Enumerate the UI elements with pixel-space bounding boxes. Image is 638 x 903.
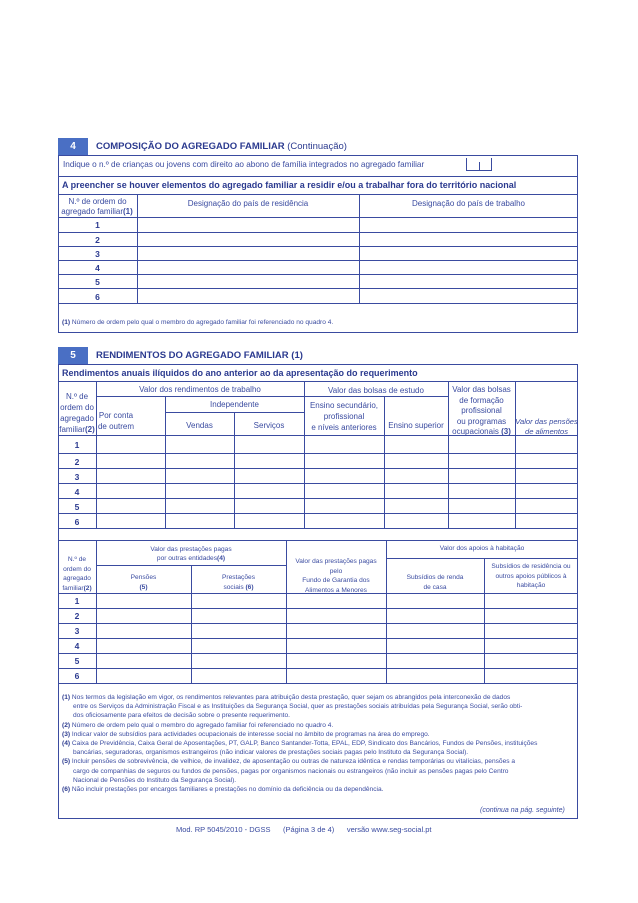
col-order-ref: (1) (123, 207, 133, 216)
t2-row-number: 5 (74, 656, 80, 666)
t2-housing-header: Valor dos apoios à habitação (439, 545, 525, 552)
note-1-ref: (1) (62, 694, 71, 701)
table4-row-number: 1 (95, 220, 100, 230)
note-3-ref: (3) (62, 730, 71, 738)
t2-rent-line: de casa (423, 584, 447, 591)
table4-row-number: 6 (95, 292, 100, 302)
t1-col-order-line: N.º de (65, 392, 89, 401)
t2-fund-line: Alimentos a Menores (305, 586, 367, 594)
t1-by-others-input[interactable] (97, 436, 164, 453)
section-5-title (96, 350, 303, 361)
section-4-subtitle: A preencher se houver elementos do agregado familiar a residir e/ou a trabalhar fora do território nacional (62, 180, 517, 190)
t1-training-line: de formação (459, 395, 504, 405)
note-2-line: Número de ordem pelo qual o membro do agregado familiar foi referenciado no quadro 4. (71, 721, 334, 729)
note-6-line: Não incluir prestações por encargos familiares e prestações no domínio da deficiência ou da dependência. (71, 786, 384, 794)
note-4-line: Caixa de Previdência, Caixa Geral de Aposentações, PT, GALP, Banco Santander-Totta, EPAL, EDP, Sindicato dos Bancários, Fundos de Pensões, instituições (71, 740, 538, 748)
note-1-line: entre os Serviços da Administração Fiscal e as Instituições da Segurança Social, quer as prestações sociais atribuídas pela Segurança Social, serão obti- (73, 703, 523, 711)
t1-sales-header: Vendas (186, 421, 213, 430)
section-5-notes (62, 693, 574, 794)
t1-row-number: 3 (74, 472, 80, 482)
t2-fund-line: Fundo de Garantia dos (302, 577, 370, 584)
t1-row-number: 1 (74, 440, 80, 450)
t1-work-income-header: Valor dos rendimentos de trabalho (139, 385, 261, 394)
note-4 (62, 739, 574, 748)
section-5-subtitle: Rendimentos anuais ilíquidos do ano anterior ao da apresentação do requerimento (62, 368, 418, 378)
residence-input[interactable] (138, 233, 358, 246)
t2-rent-header (386, 573, 484, 593)
note-1-line: dos oficiosamente para efeitos de decisão sobre o presente requerimento. (73, 712, 290, 720)
note-5-line: cargo de companhias de seguros ou fundos de pensões, pagas por organismos nacionais ou estrangeiros (não incluir as pensões pagas pelo Centro (73, 767, 509, 775)
t1-services-header: Serviços (253, 421, 285, 430)
note-3-line: Indicar valor de subsídios para actividades ocupacionais de interesse social no âmbito de programas na área do emprego. (71, 730, 430, 738)
note-4-line: bancárias, seguradoras, organismos estrangeiros (não indicar valores de prestações sociais pagas pelo Instituto da Segurança Social). (73, 749, 469, 757)
section-4-header (58, 138, 347, 155)
t1-col-order-line: agregado (60, 414, 94, 423)
section-4-note-ref: (1) (62, 319, 71, 326)
t1-row-number: 4 (74, 487, 80, 497)
footer-model: Mod. RP 5045/2010 - DGSS (176, 825, 271, 834)
table4-row-number: 4 (95, 263, 100, 273)
table4-row-number: 2 (95, 235, 100, 245)
col-order-label-2-text: agregado familiar (61, 207, 124, 216)
work-country-input[interactable] (360, 218, 577, 232)
t2-residence-line: Subsídios de residência ou (491, 563, 571, 570)
footer-page: (Página 3 de 4) (283, 825, 335, 834)
t1-row-number: 5 (74, 502, 80, 512)
t1-secondary-line: e níveis anteriores (311, 423, 377, 432)
note-5-ref: (5) (62, 758, 71, 766)
t2-row-number: 4 (74, 641, 80, 651)
t1-services-input[interactable] (235, 436, 303, 453)
note-6 (62, 785, 574, 794)
t2-row-number: 3 (74, 626, 80, 636)
t2-pensions-header (96, 573, 191, 593)
footer-version: versão www.seg-social.pt (346, 825, 432, 834)
t1-alimony-line: de alimentos (524, 427, 569, 436)
t2-col-order-ref: (2) (83, 584, 92, 592)
t2-benefits-line: Valor das prestações pagas (150, 546, 232, 553)
section-4-note-text: Número de ordem pelo qual o membro do agregado familiar foi referenciado no quadro 4. (71, 319, 334, 326)
note-6-ref: (6) (62, 786, 71, 794)
t1-col-order-line: familiar (59, 425, 85, 434)
t1-secondary-line: Ensino secundário, (309, 401, 379, 410)
t1-sales-input[interactable] (166, 436, 233, 453)
t1-alimony-header (515, 417, 578, 437)
section-5-title-text: RENDIMENTOS DO AGREGADO FAMILIAR (96, 350, 289, 361)
t1-secondary-line: profissional (323, 412, 365, 421)
t1-training-line: ou programas (456, 416, 507, 426)
t2-residence-header (484, 562, 578, 591)
note-5-line: Incluir pensões de sobrevivência, de velhice, de invalidez, de aposentação ou outras de natureza idêntica e rendas temporárias ou vitalícias, pensões a (71, 758, 516, 766)
t2-row-number: 2 (74, 611, 80, 621)
t2-residence-line: habitação (516, 582, 546, 589)
section-4-title-suffix: (Continuação) (287, 141, 347, 152)
t2-residence-line: outros apoios públicos à (495, 572, 567, 580)
t1-training-line: ocupacionais (452, 427, 499, 436)
t2-social-line: Prestações (222, 574, 255, 581)
children-question: Indique o n.º de crianças ou jovens com direito ao abono de família integrados no agregado familiar (63, 160, 425, 169)
section-4-number: 4 (58, 138, 88, 155)
t2-row-number: 1 (74, 596, 80, 606)
table4-row-number: 3 (95, 249, 100, 259)
t1-by-others-line: Por conta (98, 411, 134, 420)
t1-row-number: 6 (74, 517, 80, 527)
note-2 (62, 721, 574, 730)
t1-col-order (58, 391, 96, 435)
section-4-title (96, 141, 347, 152)
col-work-header: Designação do país de trabalho (412, 199, 525, 208)
t1-training-header (448, 385, 515, 438)
note-2-ref: (2) (62, 721, 71, 729)
t2-social-line: sociais (223, 584, 244, 591)
note-4-ref: (4) (62, 740, 71, 748)
section-4-note (62, 318, 333, 327)
t2-benefits-ref: (4) (217, 555, 226, 562)
section-5-number: 5 (58, 347, 88, 364)
work-country-input[interactable] (360, 233, 577, 246)
note-1-line: Nos termos da legislação em vigor, os rendimentos relevantes para atribuição desta prestação, quer sejam os abrangidos pela interconexão de dados (71, 694, 511, 701)
col-residence-header: Designação do país de residência (187, 199, 309, 208)
t2-pensions-ref: (5) (139, 584, 148, 591)
children-count-input[interactable] (466, 158, 492, 171)
t1-by-others-header (96, 410, 136, 432)
t2-fund-header (286, 557, 386, 595)
t1-row-number: 2 (74, 457, 80, 467)
t1-higher-header: Ensino superior (388, 421, 444, 430)
t1-grants-header: Valor das bolsas de estudo (328, 386, 424, 395)
t2-row-number: 6 (74, 671, 80, 681)
t2-social-input[interactable] (192, 594, 285, 608)
t2-col-order-line: familiar (62, 584, 84, 592)
t1-col-order-line: ordem do (60, 403, 94, 412)
t1-col-order-ref: (2) (85, 425, 95, 434)
t1-secondary-header (304, 400, 384, 433)
col-order-label-1: N.º de ordem do (68, 197, 127, 206)
t1-training-line: Valor das bolsas (452, 385, 511, 394)
t2-pensions-input[interactable] (97, 594, 190, 608)
t2-social-ref: (6) (245, 584, 254, 591)
table4-row-number: 5 (95, 277, 100, 287)
t2-fund-line: Valor das prestações pagas (295, 558, 377, 565)
residence-input[interactable] (138, 218, 358, 232)
t2-col-order-line: agregado (63, 575, 91, 582)
note-5-line: Nacional de Pensões do Instituto da Segurança Social). (73, 776, 237, 784)
col-order-label-2 (56, 207, 138, 216)
t2-pensions-line: Pensões (130, 574, 157, 581)
note-5 (62, 757, 574, 766)
t2-col-order-line: ordem do (63, 565, 91, 573)
footer (176, 825, 431, 834)
note-1 (62, 693, 574, 702)
t1-training-ref: (3) (501, 427, 511, 436)
t2-benefits-line: por outras entidades (156, 555, 218, 562)
t1-alimony-line: Valor das pensões (515, 417, 578, 426)
t2-social-header (191, 573, 286, 593)
t2-col-order (58, 555, 96, 593)
section-5-header (58, 347, 303, 364)
t1-training-line: profissional (461, 406, 502, 415)
t2-fund-line: pelo (329, 567, 343, 575)
t2-rent-line: Subsídios de renda (406, 574, 464, 581)
t1-by-others-line: de outrem (97, 422, 135, 431)
continued-label: (continua na pág. seguinte) (480, 807, 565, 814)
section-5-title-ref: (1) (291, 350, 303, 361)
t1-independent-header: Independente (210, 400, 259, 409)
t2-col-order-line: N.º de (67, 556, 87, 563)
note-3 (62, 730, 574, 739)
section-4-title-text: COMPOSIÇÃO DO AGREGADO FAMILIAR (96, 141, 285, 152)
t2-benefits-header (96, 545, 286, 563)
